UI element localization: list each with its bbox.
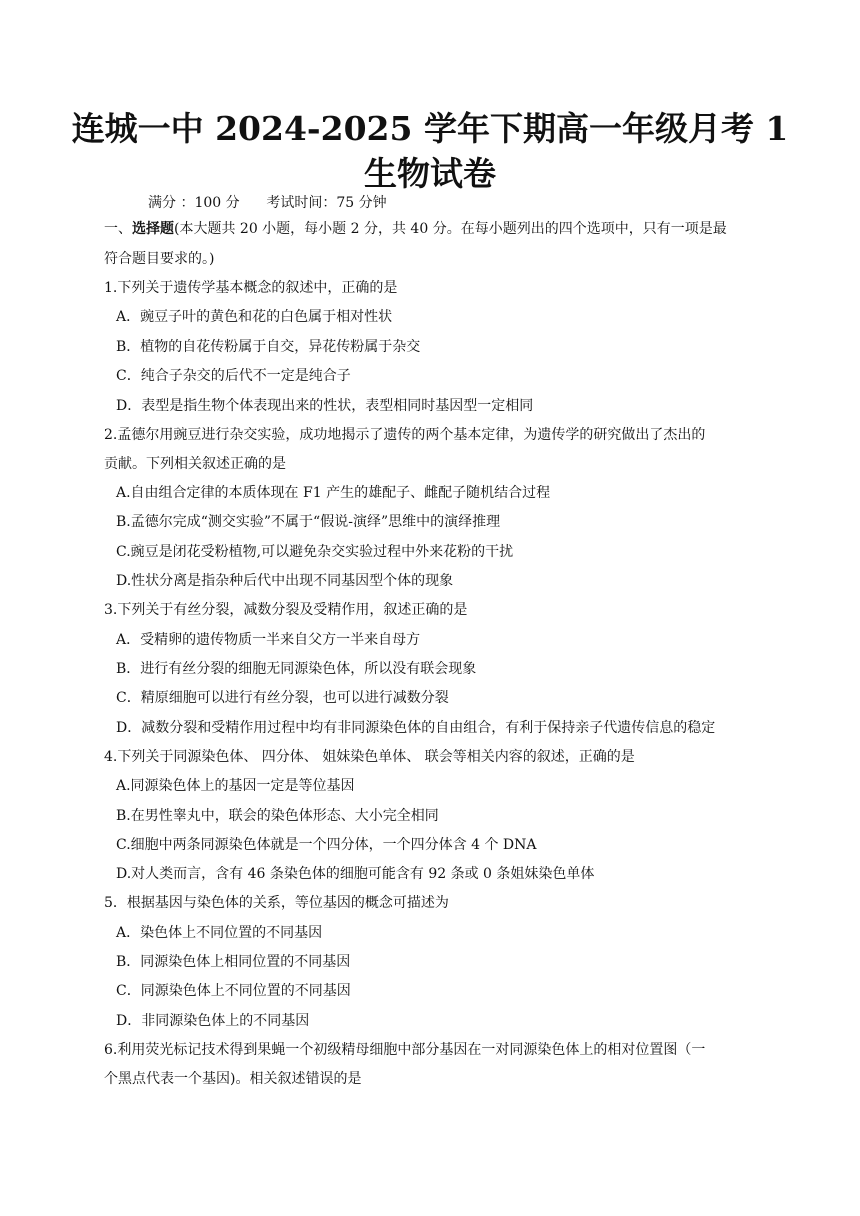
question-4-option-a: A.同源染色体上的基因一定是等位基因 [116,778,355,794]
question-3-option-a: A．受精卵的遗传物质一半来自父方一半来自母方 [116,632,421,648]
question-4-stem: 4.下列关于同源染色体、 四分体、 姐妹染色单体、 联会等相关内容的叙述，正确的是 [104,749,635,765]
question-3-option-d: D．减数分裂和受精作用过程中均有非同源染色体的自由组合，有利于保持亲子代遗传信息的稳定 [116,720,716,736]
question-2-option-c: C.豌豆是闭花受粉植物,可以避免杂交实验过程中外来花粉的干扰 [116,544,514,560]
question-4-option-b: B.在男性睾丸中，联会的染色体形态、大小完全相同 [116,808,439,824]
question-3-option-b: B．进行有丝分裂的细胞无同源染色体，所以没有联会现象 [116,661,477,677]
section-label: 选择题 [132,221,174,237]
question-1-option-c: C．纯合子杂交的后代不一定是纯合子 [116,368,351,384]
question-1-stem: 1.下列关于遗传学基本概念的叙述中，正确的是 [104,280,398,296]
exam-meta: 满分 ：100 分 考试时间：75 分钟 [148,195,387,211]
section-heading [104,220,727,238]
question-5-option-c: C．同源染色体上不同位置的不同基因 [116,983,351,999]
question-2-option-b: B.孟德尔完成“测交实验”不属于“假说-演绎”思维中的演绎推理 [116,514,501,530]
question-6-stem-cont: 个黑点代表一个基因)。相关叙述错误的是 [104,1071,362,1087]
question-6-stem: 6.利用荧光标记技术得到果蝇一个初级精母细胞中部分基因在一对同源染色体上的相对位置图（一 [104,1042,706,1058]
question-4-option-c: C.细胞中两条同源染色体就是一个四分体，一个四分体含 4 个 DNA [116,837,537,853]
exam-title-line1: 连城一中 2024-2025 学年下期高一年级月考 1 [71,109,789,148]
question-2-option-a: A.自由组合定律的本质体现在 F1 产生的雄配子、雌配子随机结合过程 [116,485,551,501]
question-3-option-c: C．精原细胞可以进行有丝分裂，也可以进行减数分裂 [116,690,449,706]
question-1-option-a: A．豌豆子叶的黄色和花的白色属于相对性状 [116,309,393,325]
question-5-option-b: B．同源染色体上相同位置的不同基因 [116,954,351,970]
question-2-option-d: D.性状分离是指杂种后代中出现不同基因型个体的现象 [116,573,454,589]
question-4-option-d: D.对人类而言，含有 46 条染色体的细胞可能含有 92 条或 0 条姐妹染色单体 [116,866,595,882]
question-5-option-a: A．染色体上不同位置的不同基因 [116,925,323,941]
exam-title-line2: 生物试卷 [364,154,496,193]
question-5-option-d: D．非同源染色体上的不同基因 [116,1013,310,1029]
question-2-stem-cont: 贡献。下列相关叙述正确的是 [104,456,286,472]
question-5-stem: 5．根据基因与染色体的关系，等位基因的概念可描述为 [104,895,449,911]
section-instructions-cont: 符合题目要求的。) [104,251,215,267]
question-3-stem: 3.下列关于有丝分裂，减数分裂及受精作用，叙述正确的是 [104,602,468,618]
section-prefix: 一、 [104,221,132,237]
section-instructions: (本大题共 20 小题，每小题 2 分，共 40 分。在每小题列出的四个选项中，只有一项是最 [174,221,727,237]
question-1-option-d: D．表型是指生物个体表现出来的性状，表型相同时基因型一定相同 [116,398,534,414]
question-1-option-b: B．植物的自花传粉属于自交，异花传粉属于杂交 [116,339,421,355]
question-2-stem: 2.孟德尔用豌豆进行杂交实验，成功地揭示了遗传的两个基本定律，为遗传学的研究做出了杰出的 [104,427,706,443]
